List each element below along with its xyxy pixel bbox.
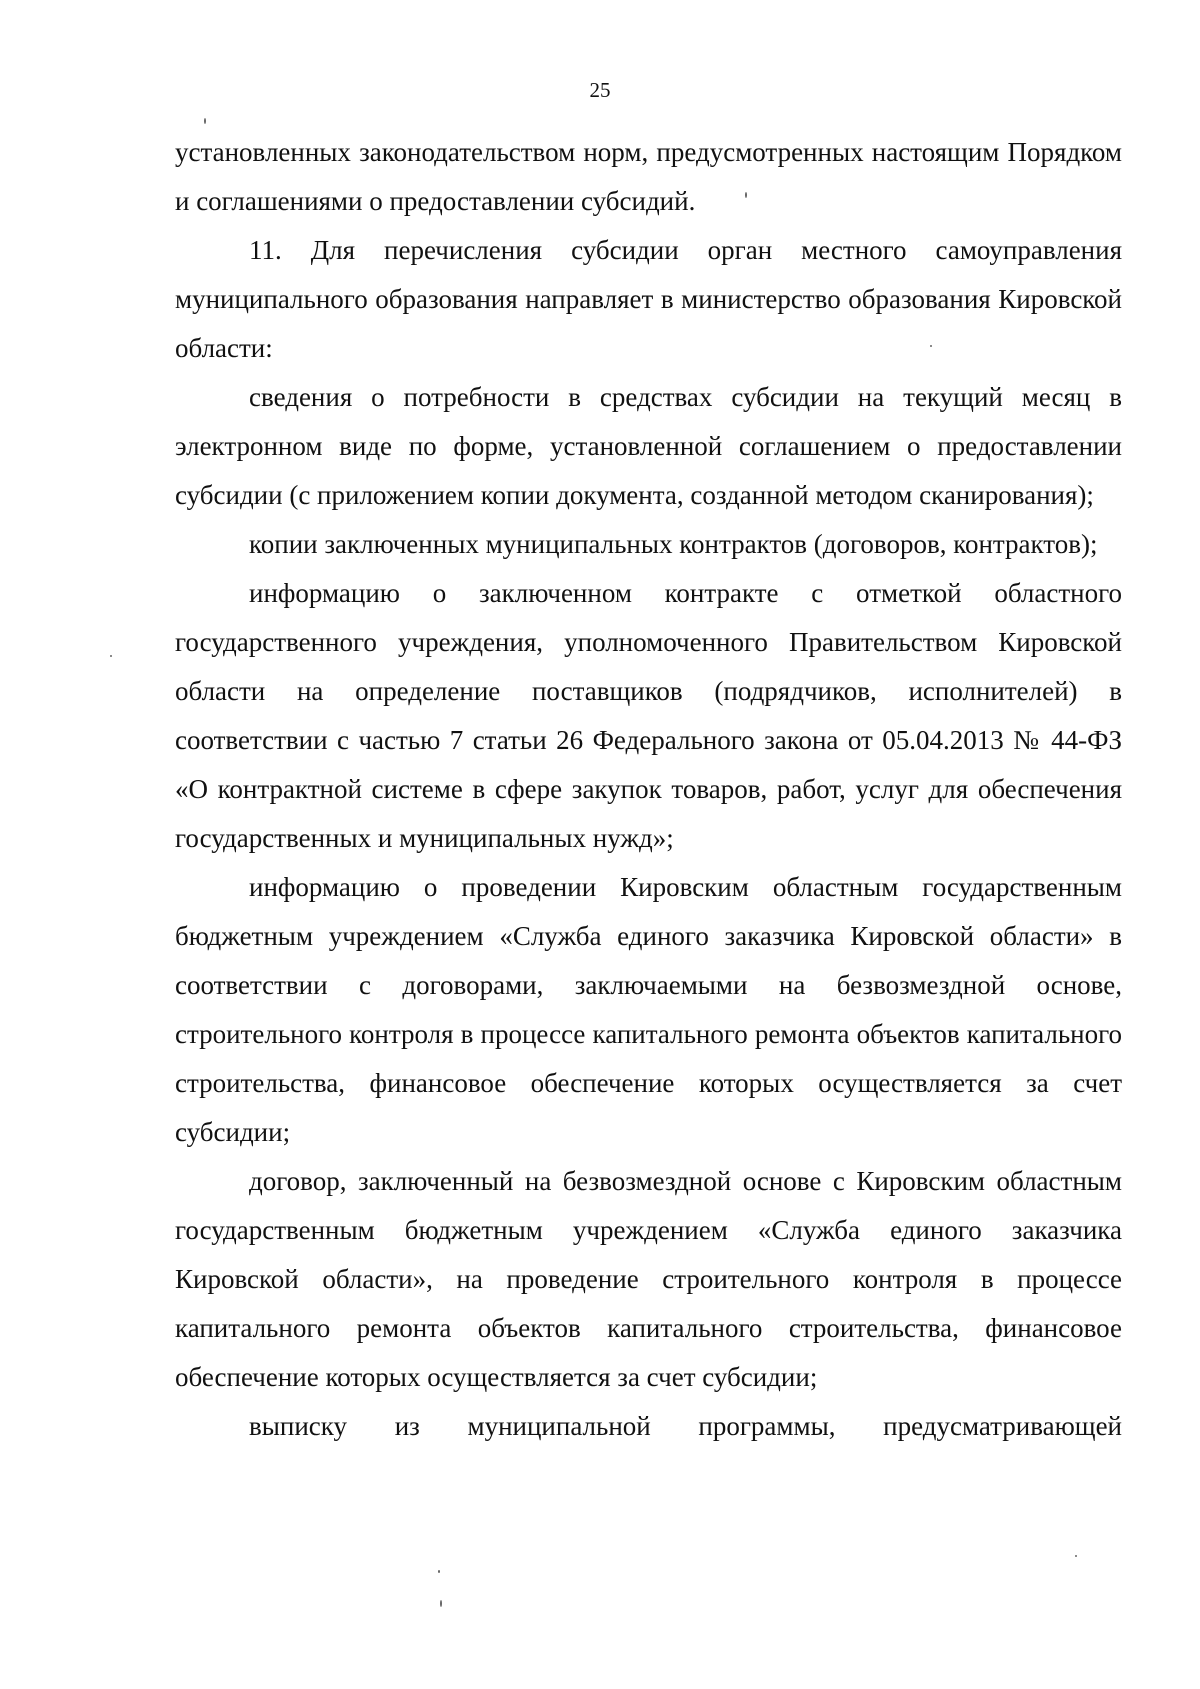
scan-speck (438, 1570, 440, 1573)
scan-speck (204, 118, 206, 124)
document-body (175, 128, 1122, 1451)
paragraph-contract-copies: копии заключенных муниципальных контрактов (договоров, контрактов); (249, 529, 1098, 559)
paragraph-program-extract: выписку из муниципальной программы, предусматривающей (249, 1411, 1122, 1441)
scan-speck (930, 345, 932, 347)
paragraph-item-11: 11. Для перечисления субсидии орган местного самоуправления муниципального образования направляет в министерство образования Кировской области: (175, 235, 1122, 363)
paragraph-contract-info: информацию о заключенном контракте с отметкой областного государственного учреждения, уполномоченного Правительством Кировской области на определение поставщиков (подрядчиков, исполнителей) в соответствии с частью 7 статьи 26 Федерального закона от 05.04.2013 № 44-ФЗ «О контрактной системе в сфере закупок товаров, работ, услуг для обеспечения государственных и муниципальных нужд»; (175, 578, 1122, 853)
paragraph-continuation: установленных законодательством норм, предусмотренных настоящим Порядком и соглашениями о предоставлении субсидий. (175, 137, 1122, 216)
scan-speck (745, 192, 747, 198)
scan-speck (110, 655, 112, 657)
scan-speck (440, 1600, 442, 1607)
scan-speck (1075, 1555, 1077, 1557)
paragraph-subsidy-needs: сведения о потребности в средствах субсидии на текущий месяц в электронном виде по форме, установленной соглашением о предоставлении субсидии (с приложением копии документа, созданной методом сканирования); (175, 382, 1122, 510)
page-number: 25 (589, 78, 611, 102)
paragraph-agreement: договор, заключенный на безвозмездной основе с Кировским областным государственным бюджетным учреждением «Служба единого заказчика Кировской области», на проведение строительного контроля в процессе капитального ремонта объектов капитального строительства, финансовое обеспечение которых осуществляется за счет субсидии; (175, 1166, 1122, 1392)
paragraph-construction-control-info: информацию о проведении Кировским областным государственным бюджетным учреждением «Служба единого заказчика Кировской области» в соответствии с договорами, заключаемыми на безвозмездной основе, строительного контроля в процессе капитального ремонта объектов капитального строительства, финансовое обеспечение которых осуществляется за счет субсидии; (175, 872, 1122, 1147)
